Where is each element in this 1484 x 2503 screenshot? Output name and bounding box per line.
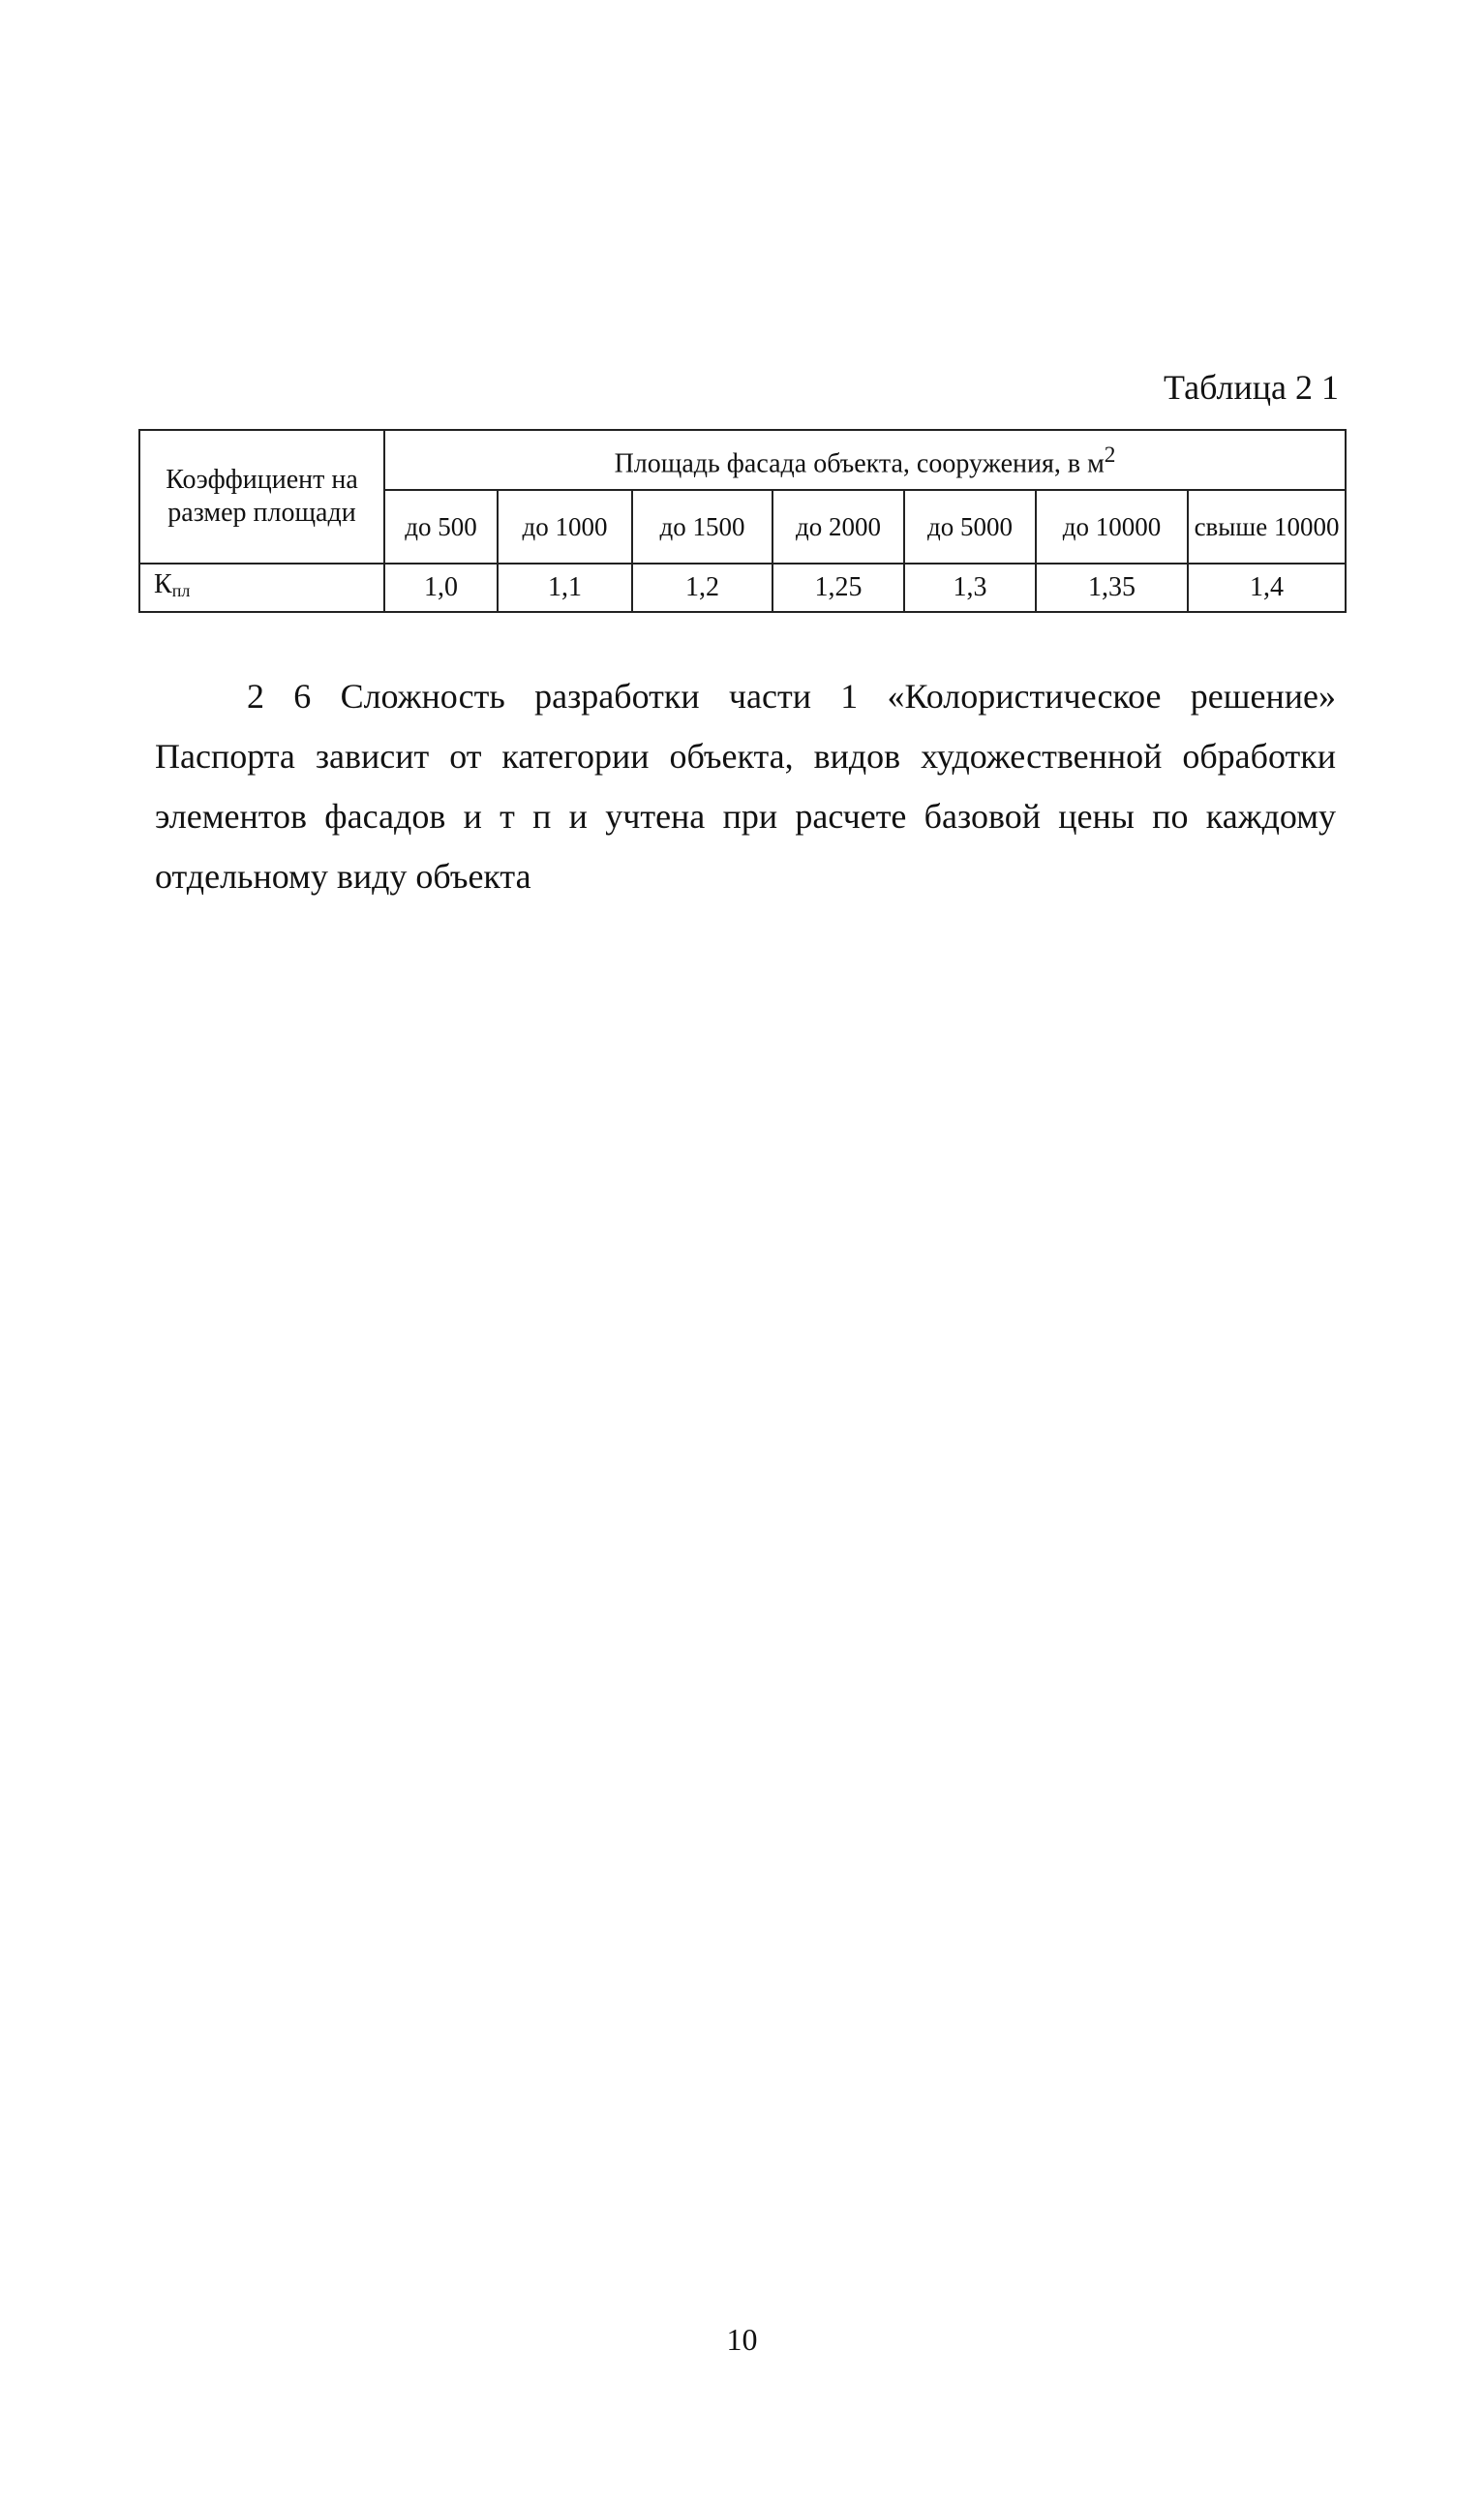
coefficient-table <box>138 429 1347 613</box>
table-header-row <box>139 430 1346 490</box>
value-cell: 1,25 <box>772 564 904 612</box>
row-label-cell <box>139 564 384 612</box>
column-group-header-text: Площадь фасада объекта, сооружения, в м <box>614 448 1105 479</box>
column-header: до 1000 <box>498 490 632 564</box>
column-header: до 10000 <box>1036 490 1188 564</box>
value-cell: 1,1 <box>498 564 632 612</box>
column-header: до 500 <box>384 490 498 564</box>
column-group-header <box>384 430 1346 490</box>
table-caption: Таблица 2 1 <box>1164 368 1339 407</box>
table-row <box>139 564 1346 612</box>
column-group-header-sup: 2 <box>1104 443 1116 469</box>
value-cell: 1,0 <box>384 564 498 612</box>
value-cell: 1,2 <box>632 564 772 612</box>
value-cell: 1,3 <box>904 564 1036 612</box>
row-label-sub: пл <box>171 581 191 600</box>
value-cell: 1,4 <box>1188 564 1346 612</box>
column-header: до 2000 <box>772 490 904 564</box>
row-label-main: К <box>154 569 172 599</box>
row-header-text: Коэффициент на размер площади <box>166 465 358 528</box>
value-cell: 1,35 <box>1036 564 1188 612</box>
paragraph-text: 2 6 Сложность разработки части 1 «Колористическое решение» Паспорта зависит от категории объекта, видов художественной обработки элементов фасадов и т п и учтена при расчете базовой цены по каждому отдельному виду объекта <box>155 677 1336 896</box>
column-header: до 1500 <box>632 490 772 564</box>
page-number: 10 <box>726 2322 758 2357</box>
body-paragraph <box>155 666 1336 906</box>
column-header: до 5000 <box>904 490 1036 564</box>
row-header-cell <box>139 430 384 564</box>
column-header: свыше 10000 <box>1188 490 1346 564</box>
